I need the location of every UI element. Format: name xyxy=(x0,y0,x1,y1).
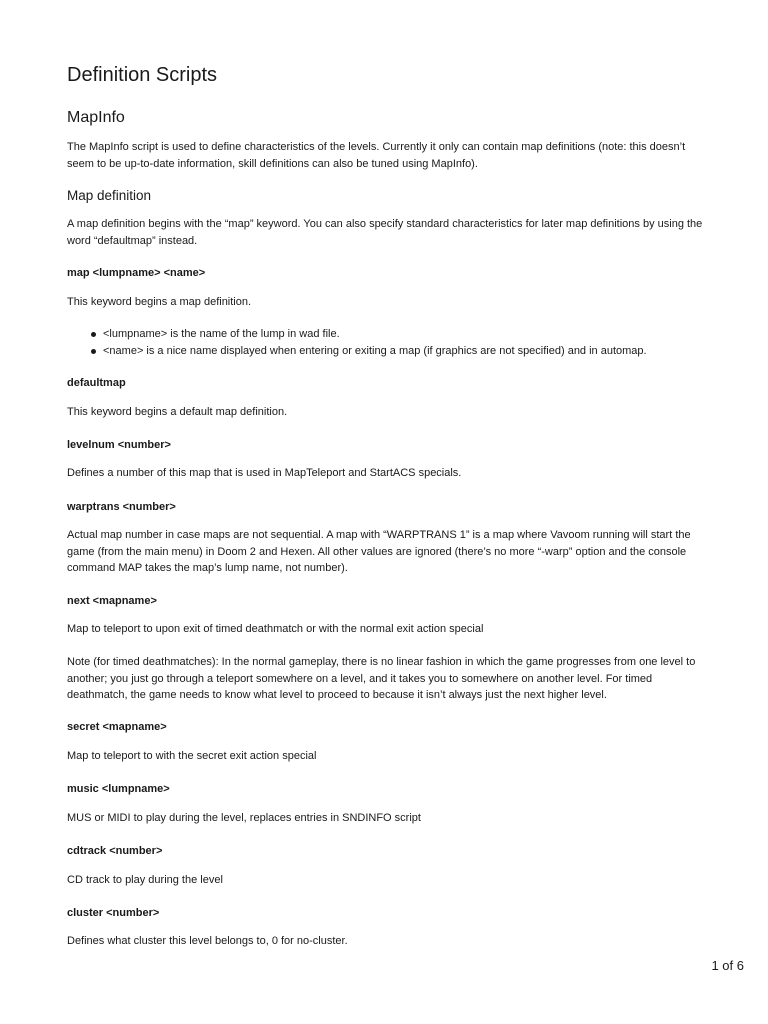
bullet-icon xyxy=(91,349,96,354)
keyword-warptrans: warptrans <number> xyxy=(67,501,176,513)
keyword-cdtrack-description: CD track to play during the level xyxy=(67,874,223,886)
keyword-secret: secret <mapname> xyxy=(67,721,167,733)
keyword-levelnum-description: Defines a number of this map that is used in MapTeleport and StartACS specials. xyxy=(67,467,462,479)
bullet-icon xyxy=(91,332,96,337)
section-title-mapinfo: MapInfo xyxy=(67,109,125,126)
page-counter: 1 of 6 xyxy=(711,958,744,973)
keyword-next: next <mapname> xyxy=(67,595,157,607)
subsection-intro-paragraph: A map definition begins with the “map” keyword. You can also specify standard characteristics for later map definitions by using the word “defaultmap” instead. xyxy=(67,218,703,247)
keyword-defaultmap-description: This keyword begins a default map definition. xyxy=(67,406,288,418)
map-parameter-list xyxy=(67,326,707,359)
keyword-cluster-description: Defines what cluster this level belongs to, 0 for no-cluster. xyxy=(67,935,348,947)
list-item-text: <lumpname> is the name of the lump in wad file. xyxy=(103,328,340,340)
keyword-levelnum: levelnum <number> xyxy=(67,439,171,451)
keyword-map-description: This keyword begins a map definition. xyxy=(67,296,252,308)
keyword-cdtrack: cdtrack <number> xyxy=(67,845,163,857)
keyword-secret-description: Map to teleport to with the secret exit action special xyxy=(67,750,317,762)
keyword-cluster: cluster <number> xyxy=(67,907,160,919)
keyword-music-description: MUS or MIDI to play during the level, replaces entries in SNDINFO script xyxy=(67,812,421,824)
keyword-next-description: Map to teleport to upon exit of timed deathmatch or with the normal exit action special xyxy=(67,623,484,635)
document-title: Definition Scripts xyxy=(67,64,218,86)
subsection-title-map-definition: Map definition xyxy=(67,188,152,203)
keyword-next-note: Note (for timed deathmatches): In the normal gameplay, there is no linear fashion in which the game progresses from one level to another; you just go through a teleport somewhere on a level, and it takes you to somewhere on another level. For timed deathmatch, the game needs to know what level to proceed to because it isn’t always just the next higher level. xyxy=(67,656,696,701)
keyword-warptrans-description: Actual map number in case maps are not sequential. A map with “WARPTRANS 1” is a map where Vavoom running will start the game (from the main menu) in Doom 2 and Hexen. All other values are ignored (there’s no more “-warp” option and the console command MAP takes the map’s lump name, not number). xyxy=(67,529,691,574)
section-intro-paragraph: The MapInfo script is used to define characteristics of the levels. Currently it only can contain map definitions (note: this doesn’t seem to be up-to-date information, skill definitions can also be tuned using MapInfo). xyxy=(67,141,686,170)
keyword-music: music <lumpname> xyxy=(67,783,170,795)
list-item xyxy=(67,326,707,343)
keyword-defaultmap: defaultmap xyxy=(67,377,126,389)
keyword-map: map <lumpname> <name> xyxy=(67,267,206,279)
list-item-text: <name> is a nice name displayed when entering or exiting a map (if graphics are not specified) and in automap. xyxy=(103,344,647,357)
list-item xyxy=(67,343,707,360)
